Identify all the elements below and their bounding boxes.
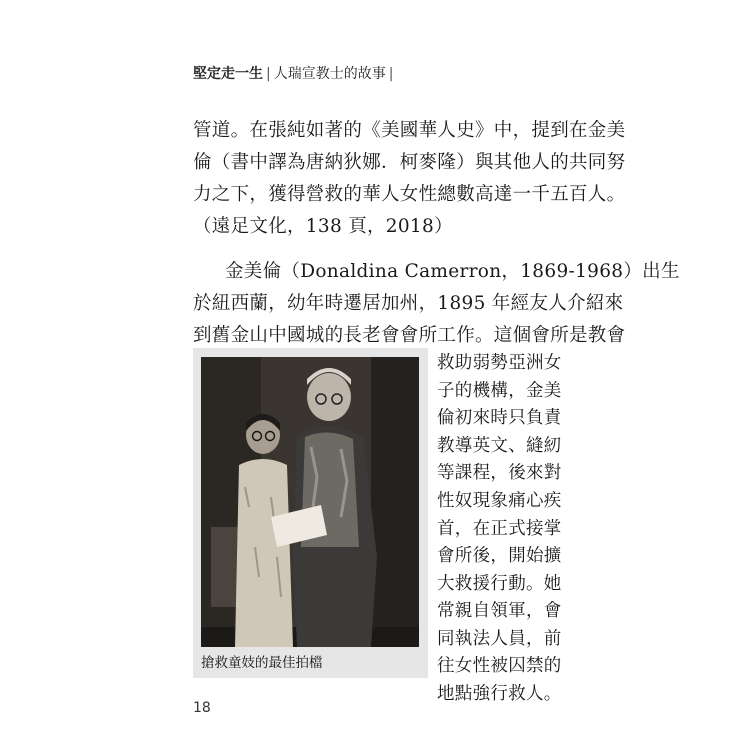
- column-line: 性奴現象痛心疾: [437, 490, 562, 511]
- column-line: 子的機構，金美: [437, 380, 562, 401]
- column-line: 大救援行動。她: [437, 573, 562, 594]
- header-end-mark: |: [388, 66, 394, 82]
- column-line: 常親自領軍，會: [437, 601, 562, 622]
- column-line: 會所後，開始擴: [437, 546, 562, 567]
- column-line: 首，在正式接掌: [437, 518, 562, 539]
- body-line: （遠足文化，138 頁，2018）: [193, 216, 453, 237]
- column-line: 往女性被囚禁的: [437, 656, 562, 677]
- column-line: 同執法人員，前: [437, 628, 562, 649]
- column-line: 救助弱勢亞洲女: [437, 353, 562, 373]
- column-line: 等課程，後來對: [437, 463, 562, 484]
- column-line: 地點強行救人。: [437, 684, 562, 704]
- body-line: 金美倫（Donaldina Camerron，1869-1968）出生: [225, 261, 680, 282]
- body-line: 管道。在張純如著的《美國華人史》中，提到在金美: [193, 120, 626, 141]
- historical-photo: [201, 357, 419, 647]
- body-line: 到舊金山中國城的長老會會所工作。這個會所是教會: [193, 325, 626, 346]
- body-line: 於紐西蘭，幼年時遷居加州，1895 年經友人介紹來: [193, 293, 624, 314]
- body-line: 力之下，獲得營救的華人女性總數高達一千五百人。: [193, 184, 626, 205]
- column-line: 倫初來時只負責: [437, 408, 562, 429]
- photo-illustration: [201, 357, 419, 647]
- page-number: 18: [193, 700, 211, 716]
- book-title: 堅定走一生: [193, 66, 263, 82]
- body-line: 倫（書中譯為唐納狄娜．柯麥隆）與其他人的共同努: [193, 152, 626, 173]
- running-header: [193, 63, 396, 83]
- photo-figure: [193, 348, 428, 678]
- header-separator: |: [266, 66, 271, 82]
- column-line: 教導英文、縫紉: [437, 435, 562, 456]
- book-subtitle: 人瑞宣教士的故事: [273, 66, 386, 82]
- photo-caption: 搶救童妓的最佳拍檔: [201, 655, 323, 671]
